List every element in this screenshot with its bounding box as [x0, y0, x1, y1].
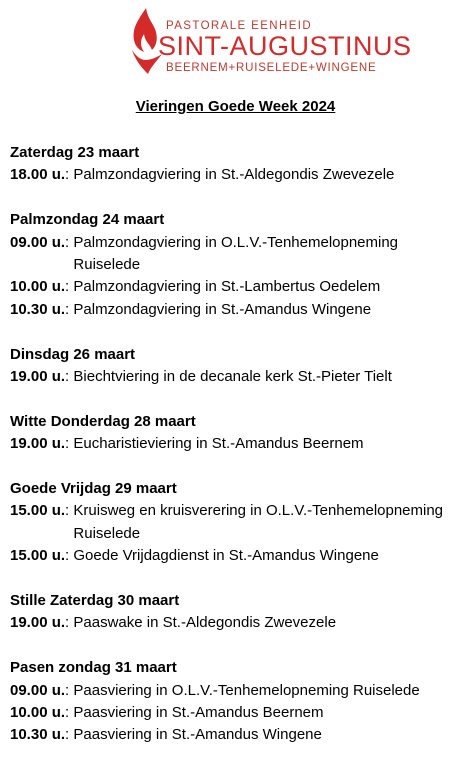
day-section — [10, 209, 463, 321]
separator: : — [65, 614, 74, 632]
separator: : — [65, 368, 74, 386]
service-row — [10, 433, 463, 455]
service-row — [10, 232, 463, 277]
separator: : — [65, 502, 74, 520]
service-description: Paaswake in St.-Aldegondis Zwevezele — [73, 614, 337, 632]
service-description: Biechtviering in de decanale kerk St.-Pieter Tielt — [73, 368, 392, 386]
separator: : — [65, 233, 74, 251]
day-section — [10, 411, 463, 456]
service-row — [10, 680, 463, 702]
service-description: Paasviering in O.L.V.-Tenhemelopneming Ruiselede — [73, 681, 420, 699]
service-row — [10, 276, 463, 298]
service-row — [10, 299, 463, 321]
service-time: 19.00 u. — [10, 368, 66, 386]
service-description: Palmzondagviering in St.-Aldegondis Zwevezele — [73, 166, 395, 184]
service-description: Paasviering in St.-Amandus Beernem — [73, 704, 324, 722]
service-description: Palmzondagviering in St.-Amandus Wingene — [73, 300, 372, 318]
day-section — [10, 478, 463, 568]
separator: : — [65, 726, 74, 744]
service-time: 19.00 u. — [10, 435, 66, 453]
day-heading: Dinsdag 26 maart — [10, 345, 136, 363]
service-description: Kruisweg en kruisverering in O.L.V.-Tenhemelopneming Ruiselede — [73, 502, 444, 542]
separator: : — [65, 278, 74, 296]
header-logo — [126, 6, 412, 78]
day-section — [10, 344, 463, 389]
document-title: Vieringen Goede Week 2024 — [135, 98, 336, 115]
day-heading: Palmzondag 24 maart — [10, 211, 165, 229]
service-time: 15.00 u. — [10, 502, 66, 520]
service-row — [10, 545, 463, 567]
service-time: 10.00 u. — [10, 278, 66, 296]
separator: : — [65, 547, 74, 565]
day-section — [10, 657, 463, 747]
service-row — [10, 164, 463, 186]
day-heading: Witte Donderdag 28 maart — [10, 412, 196, 430]
day-section — [10, 142, 463, 187]
service-time: 10.30 u. — [10, 300, 66, 318]
service-row — [10, 366, 463, 388]
service-time: 15.00 u. — [10, 547, 66, 565]
service-row — [10, 702, 463, 724]
service-time: 09.00 u. — [10, 233, 66, 251]
service-description: Palmzondagviering in O.L.V.-Tenhemelopneming Ruiselede — [73, 233, 399, 274]
service-description: Palmzondagviering in St.-Lambertus Oedelem — [73, 278, 381, 296]
separator: : — [65, 435, 74, 453]
service-time: 18.00 u. — [10, 166, 66, 184]
logo-line-top: PASTORALE EENHEID — [166, 20, 313, 32]
service-time: 10.30 u. — [10, 726, 66, 744]
service-time: 19.00 u. — [10, 614, 66, 632]
separator: : — [65, 681, 74, 699]
service-description: Goede Vrijdagdienst in St.-Amandus Wingene — [73, 547, 379, 565]
day-heading: Zaterdag 23 maart — [10, 144, 140, 161]
service-row — [10, 500, 463, 545]
service-row — [10, 612, 463, 634]
service-time: 10.00 u. — [10, 704, 66, 722]
schedule — [10, 142, 463, 769]
service-description: Paasviering in St.-Amandus Wingene — [73, 726, 322, 744]
separator: : — [65, 300, 74, 318]
separator: : — [65, 166, 74, 184]
day-heading: Goede Vrijdag 29 maart — [10, 480, 177, 498]
day-heading: Stille Zaterdag 30 maart — [10, 592, 180, 610]
day-section — [10, 590, 463, 635]
logo-name: SINT-AUGUSTINUS — [158, 31, 412, 61]
service-description: Eucharistieviering in St.-Amandus Beernem — [73, 435, 364, 453]
day-heading: Pasen zondag 31 maart — [10, 659, 177, 677]
service-time: 09.00 u. — [10, 681, 66, 699]
logo-line-bottom: BEERNEM+RUISELEDE+WINGENE — [166, 62, 377, 74]
separator: : — [65, 704, 74, 722]
